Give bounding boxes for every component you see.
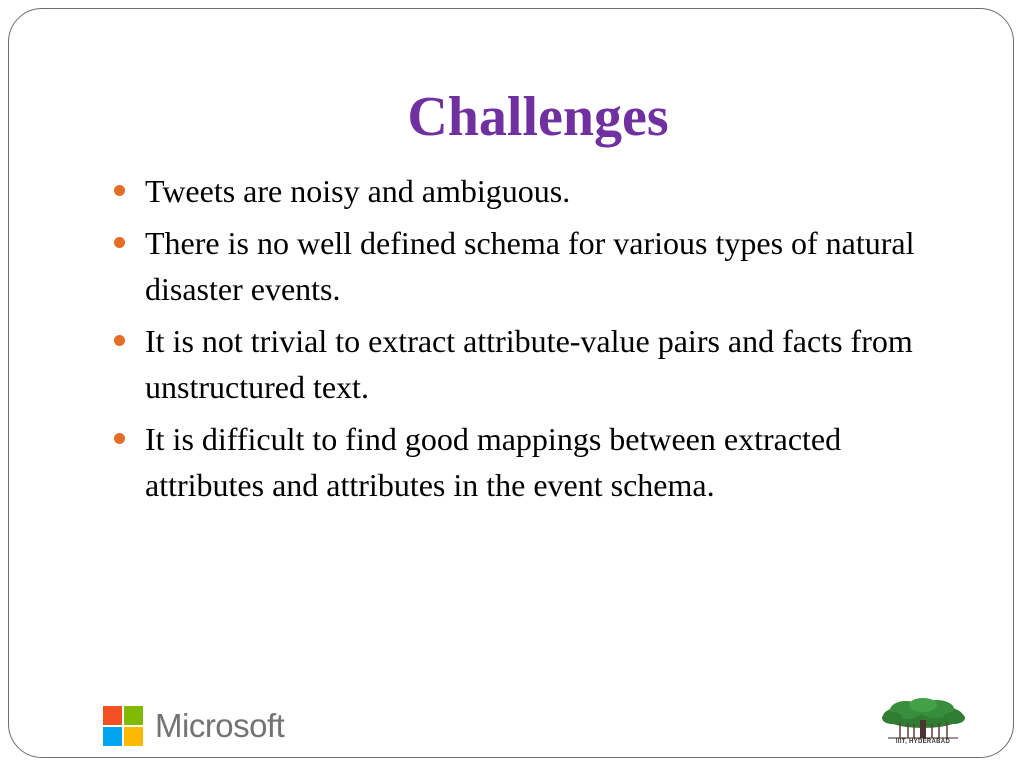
list-item	[114, 416, 964, 508]
list-item	[114, 220, 964, 312]
microsoft-logo	[103, 706, 284, 746]
list-item	[114, 318, 964, 410]
microsoft-logo-icon	[103, 706, 143, 746]
bullet-text: There is no well defined schema for various types of natural disaster events.	[145, 225, 915, 307]
bullet-dot-icon	[114, 433, 125, 444]
logo-square-blue	[103, 727, 122, 746]
bullet-dot-icon	[114, 237, 125, 248]
bullet-dot-icon	[114, 335, 125, 346]
bullet-list	[114, 168, 964, 514]
bullet-text: Tweets are noisy and ambiguous.	[145, 173, 571, 209]
logo-square-red	[103, 706, 122, 725]
logo-square-yellow	[124, 727, 143, 746]
microsoft-wordmark: Microsoft	[155, 707, 285, 744]
logo-square-green	[124, 706, 143, 725]
bullet-dot-icon	[114, 185, 125, 196]
iiit-hyderabad-caption: IIIT, HYDERABAD	[895, 739, 951, 745]
list-item	[114, 168, 964, 214]
bullet-text: It is difficult to find good mappings between extracted attributes and attributes in the event schema.	[145, 421, 842, 503]
bullet-text: It is not trivial to extract attribute-value pairs and facts from unstructured text.	[145, 323, 913, 405]
slide-title: Challenges	[407, 86, 669, 148]
